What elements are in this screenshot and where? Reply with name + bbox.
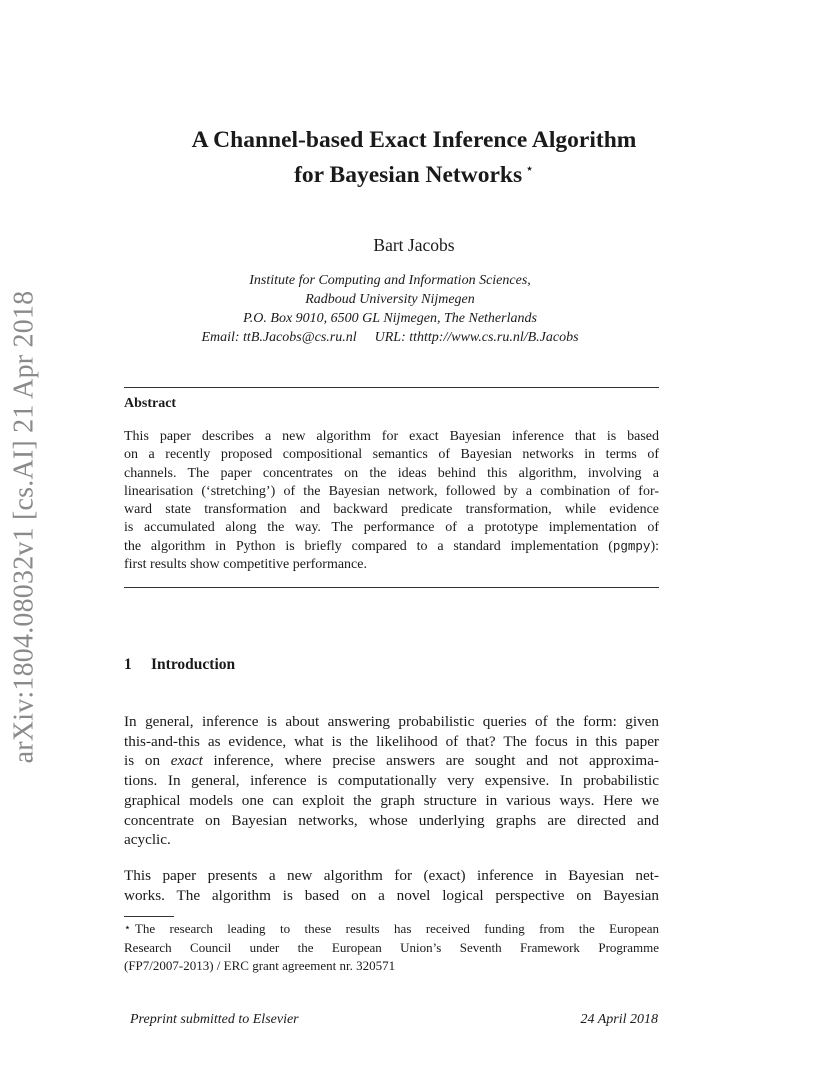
title-line-1: A Channel-based Exact Inference Algorithm bbox=[191, 127, 637, 153]
abstract-line-7-text: the algorithm in Python is briefly compared to a standard implementation ( bbox=[124, 538, 613, 554]
author-name: Bart Jacobs bbox=[373, 235, 455, 255]
affiliation-contact bbox=[0, 328, 780, 347]
affiliation-line-2: Radboud University Nijmegen bbox=[305, 292, 475, 307]
abstract-line: This paper describes a new algorithm for exact Bayesian inference that is based bbox=[124, 429, 659, 444]
title-line-2-text: for Bayesian Networks bbox=[294, 161, 523, 188]
body-line-3-start: is on bbox=[124, 752, 171, 770]
emphasis-exact: exact bbox=[170, 752, 203, 770]
footnote-rule bbox=[124, 916, 174, 917]
body-line: concentrate on Bayesian networks, whose underlying graphs are directed and bbox=[124, 811, 659, 829]
abstract-line: on a recently proposed compositional semantics of Bayesian networks in terms of bbox=[124, 447, 659, 463]
affiliation-line-1: Institute for Computing and Information Sciences, bbox=[249, 273, 531, 288]
footnote bbox=[124, 919, 659, 976]
intro-paragraph-2 bbox=[124, 866, 659, 905]
intro-paragraph-1 bbox=[124, 712, 659, 850]
body-line bbox=[124, 751, 659, 771]
footnote-line: (FP7/2007-2013) / ERC grant agreement nr. 320571 bbox=[124, 958, 396, 973]
section-heading bbox=[124, 656, 235, 674]
footnote-mark: ⋆ bbox=[124, 922, 131, 934]
author-url: URL: tthttp://www.cs.ru.nl/B.Jacobs bbox=[374, 330, 579, 345]
title-footnote-mark: ⋆ bbox=[525, 162, 534, 177]
body-line: In general, inference is about answering probabilistic queries of the form: given bbox=[124, 713, 659, 730]
abstract-heading: Abstract bbox=[124, 396, 177, 411]
abstract-top-rule bbox=[124, 387, 659, 388]
footnote-line: Research Council under the European Union’s Seventh Framework Programme bbox=[124, 939, 659, 955]
body-line: acyclic. bbox=[124, 831, 171, 849]
abstract-line: is accumulated along the way. The performance of a prototype implementation of bbox=[124, 520, 659, 536]
arxiv-stamp bbox=[2, 292, 46, 762]
body-line: This paper presents a new algorithm for (exact) inference in Bayesian net- bbox=[124, 867, 659, 884]
abstract-line: ward state transformation and backward predicate transformation, while evidence bbox=[124, 502, 659, 518]
section-title: Introduction bbox=[151, 656, 236, 673]
section-number: 1 bbox=[124, 656, 132, 673]
abstract-line: first results show competitive performance. bbox=[124, 557, 367, 573]
body-line: this-and-this as evidence, what is the likelihood of that? The focus in this paper bbox=[124, 732, 659, 750]
body-line-3-end: inference, where precise answers are sought and not approxima- bbox=[202, 752, 659, 770]
author-email: Email: ttB.Jacobs@cs.ru.nl bbox=[201, 330, 357, 345]
footer-date: 24 April 2018 bbox=[580, 1012, 658, 1027]
affiliation bbox=[0, 271, 780, 347]
abstract-line bbox=[124, 538, 659, 556]
body-line: works. The algorithm is based on a novel logical perspective on Bayesian bbox=[124, 886, 659, 904]
paper-title bbox=[0, 126, 828, 190]
affiliation-line-3: P.O. Box 9010, 6500 GL Nijmegen, The Netherlands bbox=[243, 311, 537, 326]
abstract-line: channels. The paper concentrates on the ideas behind this algorithm, involving a bbox=[124, 465, 659, 481]
footer-preprint-note: Preprint submitted to Elsevier bbox=[130, 1012, 299, 1027]
body-line: tions. In general, inference is computationally very expensive. In probabilistic bbox=[124, 772, 659, 790]
body-line: graphical models one can exploit the graph structure in various ways. Here we bbox=[124, 791, 659, 809]
abstract-line-7-end: ): bbox=[650, 538, 659, 554]
abstract-body bbox=[124, 428, 659, 574]
title-line-2 bbox=[0, 155, 828, 190]
footnote-line bbox=[124, 919, 659, 939]
abstract-bottom-rule bbox=[124, 587, 659, 588]
abstract-line: linearisation (‘stretching’) of the Bayesian network, followed by a combination of for- bbox=[124, 483, 659, 499]
footnote-line-1-text: The research leading to these results has received funding from the European bbox=[134, 921, 659, 936]
pgmpy-code: pgmpy bbox=[612, 539, 651, 554]
arxiv-id: arXiv:1804.08032v1 [cs.AI] 21 Apr 2018 bbox=[8, 290, 39, 764]
